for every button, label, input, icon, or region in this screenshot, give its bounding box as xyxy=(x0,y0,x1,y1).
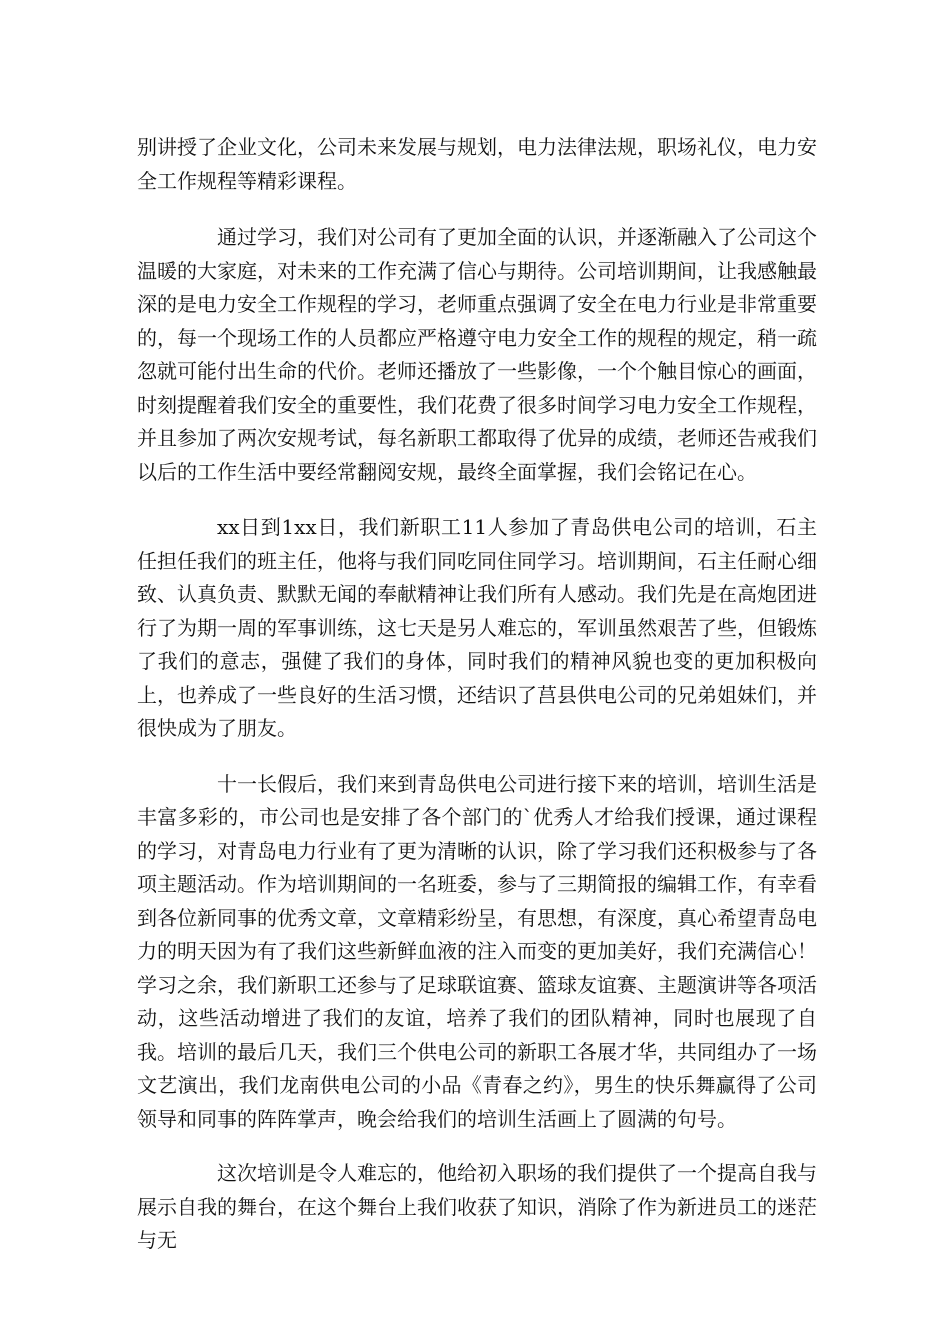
paragraph-continued: 别讲授了企业文化，公司未来发展与规划，电力法律法规，职场礼仪，电力安全工作规程等精彩课程。 xyxy=(137,135,817,193)
document-body xyxy=(137,131,817,1278)
paragraph-safety-training: 通过学习，我们对公司有了更加全面的认识，并逐渐融入了公司这个温暖的大家庭，对未来的工作充满了信心与期待。公司培训期间，让我感触最深的是电力安全工作规程的学习，老师重点强调了安全在电力行业是非常重要的，每一个现场工作的人员都应严格遵守电力安全工作的规程的规定，稍一疏忽就可能付出生命的代价。老师还播放了一些影像，一个个触目惊心的画面，时刻提醒着我们安全的重要性，我们花费了很多时间学习电力安全工作规程，并且参加了两次安规考试，每名新职工都取得了优异的成绩，老师还告戒我们以后的工作生活中要经常翻阅安规，最终全面掌握，我们会铭记在心。 xyxy=(137,225,817,484)
paragraph-conclusion: 这次培训是令人难忘的，他给初入职场的我们提供了一个提高自我与展示自我的舞台，在这个舞台上我们收获了知识，消除了作为新进员工的迷茫与无 xyxy=(137,1161,817,1252)
paragraph-military-training: xx日到1xx日，我们新职工11人参加了青岛供电公司的培训，石主任担任我们的班主任，他将与我们同吃同住同学习。培训期间，石主任耐心细致、认真负责、默默无闻的奉献精神让我们所有人感动。我们先是在高炮团进行了为期一周的军事训练，这七天是另人难忘的，军训虽然艰苦了些，但锻炼了我们的意志，强健了我们的身体，同时我们的精神风貌也变的更加积极向上，也养成了一些良好的生活习惯，还结识了莒县供电公司的兄弟姐妹们，并很快成为了朋友。 xyxy=(137,515,817,740)
paragraph-qingdao-training: 十一长假后，我们来到青岛供电公司进行接下来的培训，培训生活是丰富多彩的，市公司也是安排了各个部门的`优秀人才给我们授课，通过课程的学习，对青岛电力行业有了更为清晰的认识，除了学习我们还积极参与了各项主题活动。作为培训期间的一名班委，参与了三期简报的编辑工作，有幸看到各位新同事的优秀文章，文章精彩纷呈，有思想，有深度，真心希望青岛电力的明天因为有了我们这些新鲜血液的注入而变的更加美好，我们充满信心！学习之余，我们新职工还参与了足球联谊赛、篮球友谊赛、主题演讲等各项活动，这些活动增进了我们的友谊，培养了我们的团队精神，同时也展现了自我。培训的最后几天，我们三个供电公司的新职工各展才华，共同组办了一场文艺演出，我们龙南供电公司的小品《青春之约》，男生的快乐舞赢得了公司领导和同事的阵阵掌声，晚会给我们的培训生活画上了圆满的句号。 xyxy=(137,771,817,1131)
